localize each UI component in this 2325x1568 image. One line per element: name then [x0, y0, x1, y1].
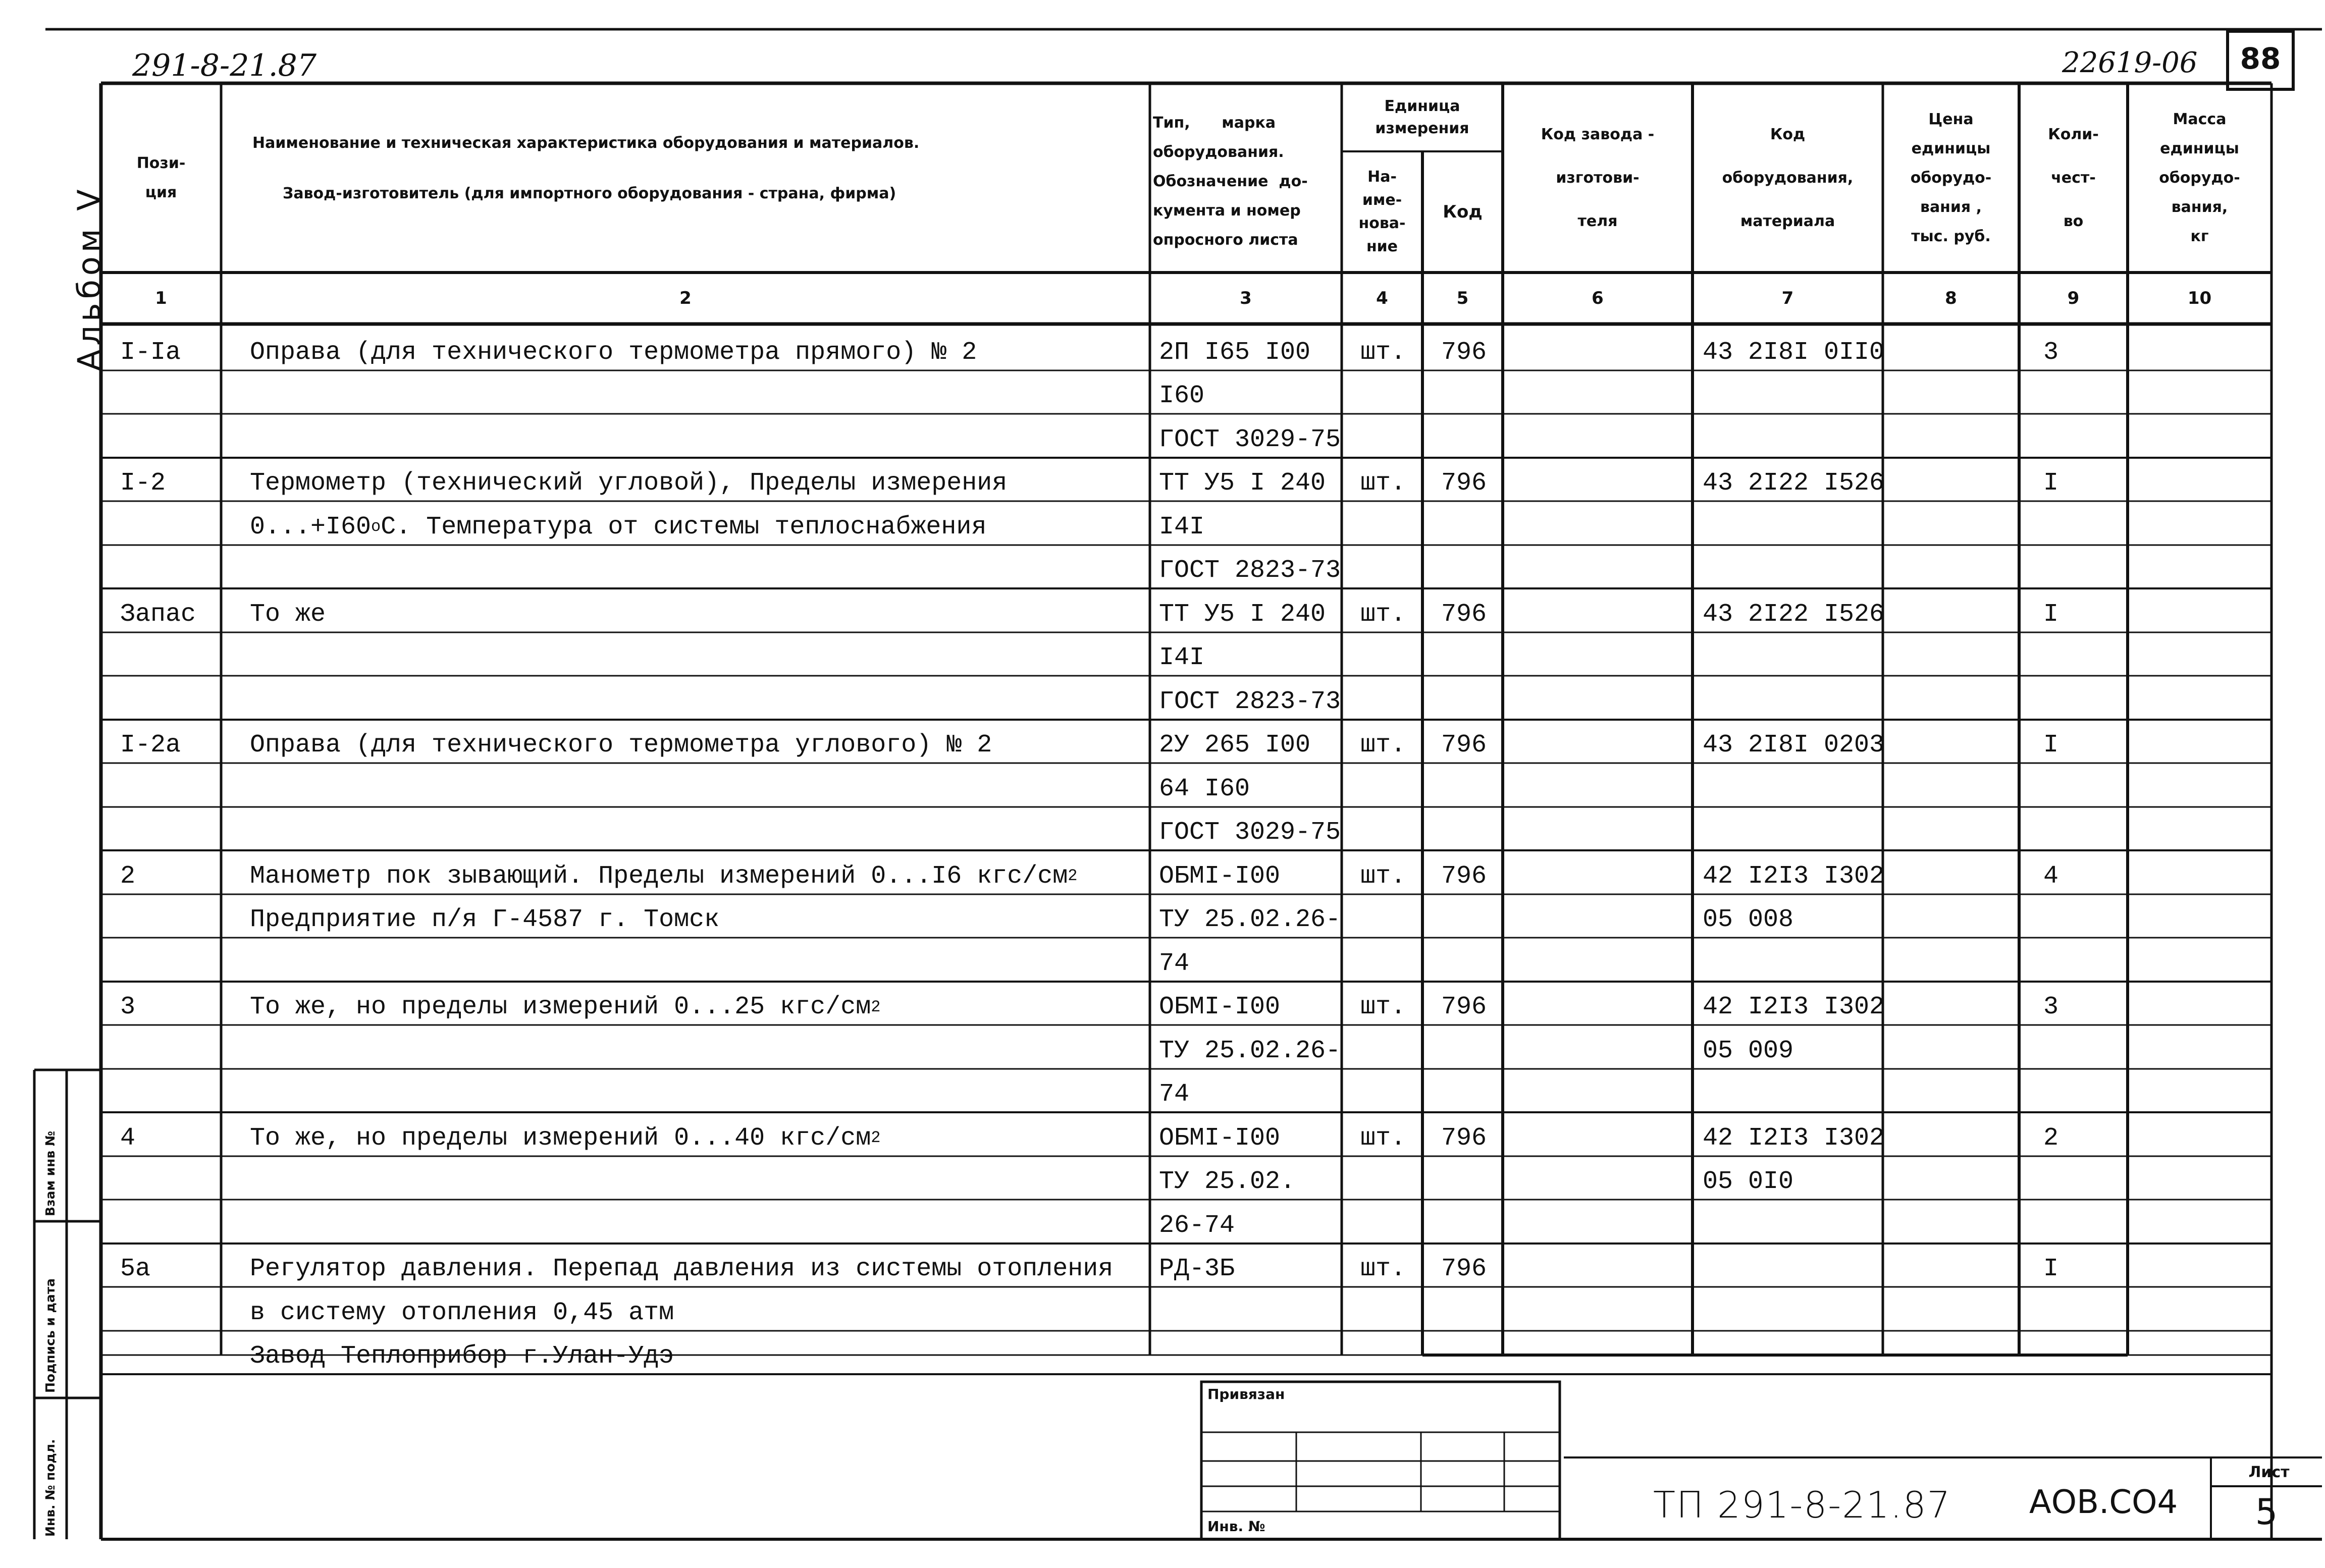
row-4-type: ТТ У5 I 240	[1159, 469, 1326, 498]
side-label-vzam: Взам инв №	[43, 1131, 58, 1216]
row-2-type: I60	[1159, 382, 1205, 410]
col-number-6: 6	[1592, 288, 1604, 308]
header-type: Тип, марка оборудования. Обозначение до- кумента и номер опросного листа	[1153, 114, 1308, 249]
album-label: Альбом V	[71, 185, 108, 371]
row-3-type: ГОСТ 3029-75	[1159, 425, 1341, 454]
row-5-name: 0...+I60 o C. Температура от системы теплоснабжения	[250, 512, 987, 542]
row-1-ucode: 796	[1441, 338, 1487, 367]
row-10-ucode: 796	[1441, 731, 1487, 760]
col-number-10: 10	[2187, 288, 2212, 308]
row-6-type: ГОСТ 2823-73	[1159, 556, 1341, 585]
row-4-ucode: 796	[1441, 469, 1487, 498]
row-7-unit: шт.	[1360, 600, 1406, 629]
row-9-type: ГОСТ 2823-73	[1159, 687, 1341, 716]
row-24-name: Завод Теплоприбор г.Улан-Удэ	[250, 1342, 674, 1371]
row-19-ucode: 796	[1441, 1123, 1487, 1153]
row-10-type: 2У 265 I00	[1159, 731, 1311, 760]
row-16-name: То же, но пределы измерений 0...25 кгс/см 2	[250, 993, 881, 1021]
row-5-type: I4I	[1159, 512, 1205, 542]
row-16-qty: 3	[2043, 993, 2059, 1021]
header-position: Пози- ция	[136, 154, 186, 201]
row-13-ucode: 796	[1441, 861, 1487, 891]
header-price: Цена единицы оборудо- вания , тыс. руб.	[1910, 110, 1992, 245]
row-13-pos: 2	[120, 861, 136, 891]
row-22-unit: шт.	[1360, 1255, 1406, 1283]
row-14-mcode: 05 008	[1703, 905, 1794, 934]
col-number-7: 7	[1781, 288, 1794, 308]
row-4-unit: шт.	[1360, 469, 1406, 498]
row-7-qty: I	[2043, 600, 2059, 629]
row-16-type: ОБМI-I00	[1159, 993, 1281, 1021]
row-10-mcode: 43 2I8I 0203	[1703, 731, 1885, 760]
row-22-name: Регулятор давления. Перепад давления из системы отопления	[250, 1255, 1114, 1283]
stamp-privyazan: Привязан	[1207, 1386, 1285, 1402]
row-7-pos: Запас	[120, 600, 196, 629]
row-10-name: Оправа (для технического термометра углового) № 2	[250, 731, 992, 760]
sheet-code: АОВ.СО4	[2029, 1484, 2178, 1521]
row-19-name: То же, но пределы измерений 0...40 кгс/см 2	[250, 1123, 881, 1153]
row-4-qty: I	[2043, 469, 2059, 498]
col-number-4: 4	[1376, 288, 1388, 308]
row-4-pos: I-2	[120, 469, 166, 498]
col-number-3: 3	[1240, 288, 1252, 308]
col-number-1: 1	[155, 288, 167, 308]
row-15-type: 74	[1159, 949, 1190, 978]
row-16-ucode: 796	[1441, 993, 1487, 1021]
row-4-mcode: 43 2I22 I526	[1703, 469, 1885, 498]
row-11-type: 64 I60	[1159, 774, 1250, 803]
row-1-type: 2П I65 I00	[1159, 338, 1311, 367]
header-equipment-code: Код оборудования, материала	[1722, 125, 1854, 230]
row-18-type: 74	[1159, 1080, 1190, 1109]
row-1-mcode: 43 2I8I 0II0	[1703, 338, 1885, 367]
row-13-name: Манометр пок зывающий. Пределы измерений 0...I6 кгс/см 2	[250, 861, 1078, 891]
doc-code: ТП 291-8-21.87	[1653, 1484, 1951, 1526]
row-19-qty: 2	[2043, 1123, 2059, 1153]
row-4-name: Термометр (технический угловой), Пределы измерения	[250, 469, 1008, 498]
row-16-pos: 3	[120, 993, 136, 1021]
row-17-mcode: 05 009	[1703, 1036, 1794, 1065]
row-20-mcode: 05 0I0	[1703, 1167, 1794, 1196]
row-1-qty: 3	[2043, 338, 2059, 367]
row-13-qty: 4	[2043, 861, 2059, 891]
row-7-mcode: 43 2I22 I526	[1703, 600, 1885, 629]
list-number: 5	[2255, 1491, 2278, 1533]
top-left-ref: 291-8-21.87	[132, 48, 317, 83]
row-10-unit: шт.	[1360, 731, 1406, 760]
row-21-type: 26-74	[1159, 1211, 1235, 1240]
row-1-unit: шт.	[1360, 338, 1406, 367]
header-factory-code: Код завода - изготови- теля	[1541, 125, 1655, 230]
header-name-line2: Завод-изготовитель (для импортного оборудования - страна, фирма)	[283, 185, 896, 202]
row-7-type: ТТ У5 I 240	[1159, 600, 1326, 629]
col-number-8: 8	[1945, 288, 1957, 308]
row-22-ucode: 796	[1441, 1255, 1487, 1283]
row-16-mcode: 42 I2I3 I302	[1703, 993, 1885, 1021]
row-19-pos: 4	[120, 1123, 136, 1153]
row-8-type: I4I	[1159, 643, 1205, 672]
row-22-type: РД-3Б	[1159, 1255, 1235, 1283]
row-13-mcode: 42 I2I3 I302	[1703, 861, 1885, 891]
col-number-2: 2	[679, 288, 692, 308]
top-right-ref: 22619-06	[2062, 46, 2198, 79]
row-16-unit: шт.	[1360, 993, 1406, 1021]
row-7-ucode: 796	[1441, 600, 1487, 629]
header-unit-name: На- име- нова- ние	[1358, 168, 1406, 255]
header-name-line1: Наименование и техническая характеристика оборудования и материалов.	[252, 134, 920, 152]
row-10-qty: I	[2043, 731, 2059, 760]
stamp-inv-no: Инв. №	[1207, 1518, 1265, 1535]
col-number-9: 9	[2067, 288, 2080, 308]
row-19-mcode: 42 I2I3 I302	[1703, 1123, 1885, 1153]
row-7-name: То же	[250, 600, 326, 629]
header-mass: Масса единицы оборудо- вания, кг	[2159, 110, 2240, 245]
row-17-type: ТУ 25.02.26-	[1159, 1036, 1341, 1065]
col-number-5: 5	[1456, 288, 1469, 308]
row-10-pos: I-2a	[120, 731, 181, 760]
header-unit-code: Код	[1443, 202, 1483, 222]
header-unit-group: Единица измерения	[1375, 97, 1469, 137]
row-19-unit: шт.	[1360, 1123, 1406, 1153]
row-20-type: ТУ 25.02.	[1159, 1167, 1296, 1196]
side-label-inv-podl: Инв. № подл.	[43, 1439, 58, 1537]
side-label-podpis: Подпись и дата	[43, 1278, 58, 1393]
row-1-pos: I-Ia	[120, 338, 181, 367]
row-22-qty: I	[2043, 1255, 2059, 1283]
page-number: 88	[2240, 41, 2281, 76]
row-22-pos: 5a	[120, 1255, 151, 1283]
row-12-type: ГОСТ 3029-75	[1159, 818, 1341, 847]
row-1-name: Оправа (для технического термометра прямого) № 2	[250, 338, 977, 367]
row-13-unit: шт.	[1360, 861, 1406, 891]
row-19-type: ОБМI-I00	[1159, 1123, 1281, 1153]
header-quantity: Коли- чест- во	[2048, 125, 2099, 230]
list-label: Лист	[2248, 1464, 2290, 1481]
row-13-type: ОБМI-I00	[1159, 861, 1281, 891]
row-14-type: ТУ 25.02.26-	[1159, 905, 1341, 934]
row-14-name: Предприятие п/я Г-4587 г. Томск	[250, 905, 720, 934]
row-23-name: в систему отопления 0,45 атм	[250, 1298, 674, 1327]
